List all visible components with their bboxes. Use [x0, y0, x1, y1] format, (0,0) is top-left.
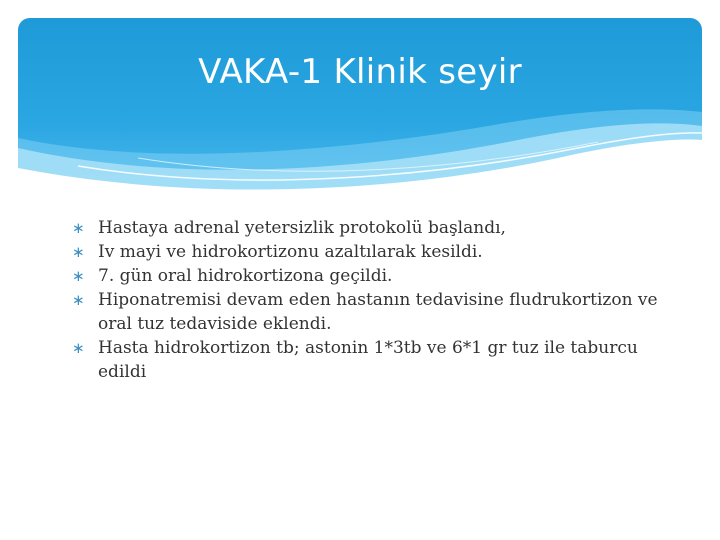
asterisk-bullet-icon: ∗ — [72, 243, 85, 261]
bullet-item — [72, 240, 672, 264]
bullet-text: Hasta hidrokortizon tb; astonin 1*3tb ve 6*1 gr tuz ile taburcu edildi — [98, 338, 638, 382]
asterisk-bullet-icon: ∗ — [72, 291, 85, 309]
asterisk-bullet-icon: ∗ — [72, 267, 85, 285]
wave-decoration — [18, 18, 702, 208]
bullet-text: 7. gün oral hidrokortizona geçildi. — [98, 266, 393, 286]
bullet-text: Hastaya adrenal yetersizlik protokolü başlandı, — [98, 218, 506, 238]
asterisk-bullet-icon: ∗ — [72, 219, 85, 237]
bullet-item — [72, 288, 672, 336]
bullet-item — [72, 216, 672, 240]
asterisk-bullet-icon: ∗ — [72, 339, 85, 357]
bullet-text: Iv mayi ve hidrokortizonu azaltılarak kesildi. — [98, 242, 483, 262]
bullet-list — [72, 216, 672, 384]
title-banner — [18, 18, 702, 208]
bullet-item — [72, 336, 672, 384]
bullet-text: Hiponatremisi devam eden hastanın tedavisine fludrukortizon ve oral tuz tedaviside eklendi. — [98, 290, 658, 334]
slide-title: VAKA-1 Klinik seyir — [198, 52, 522, 92]
bullet-item — [72, 264, 672, 288]
